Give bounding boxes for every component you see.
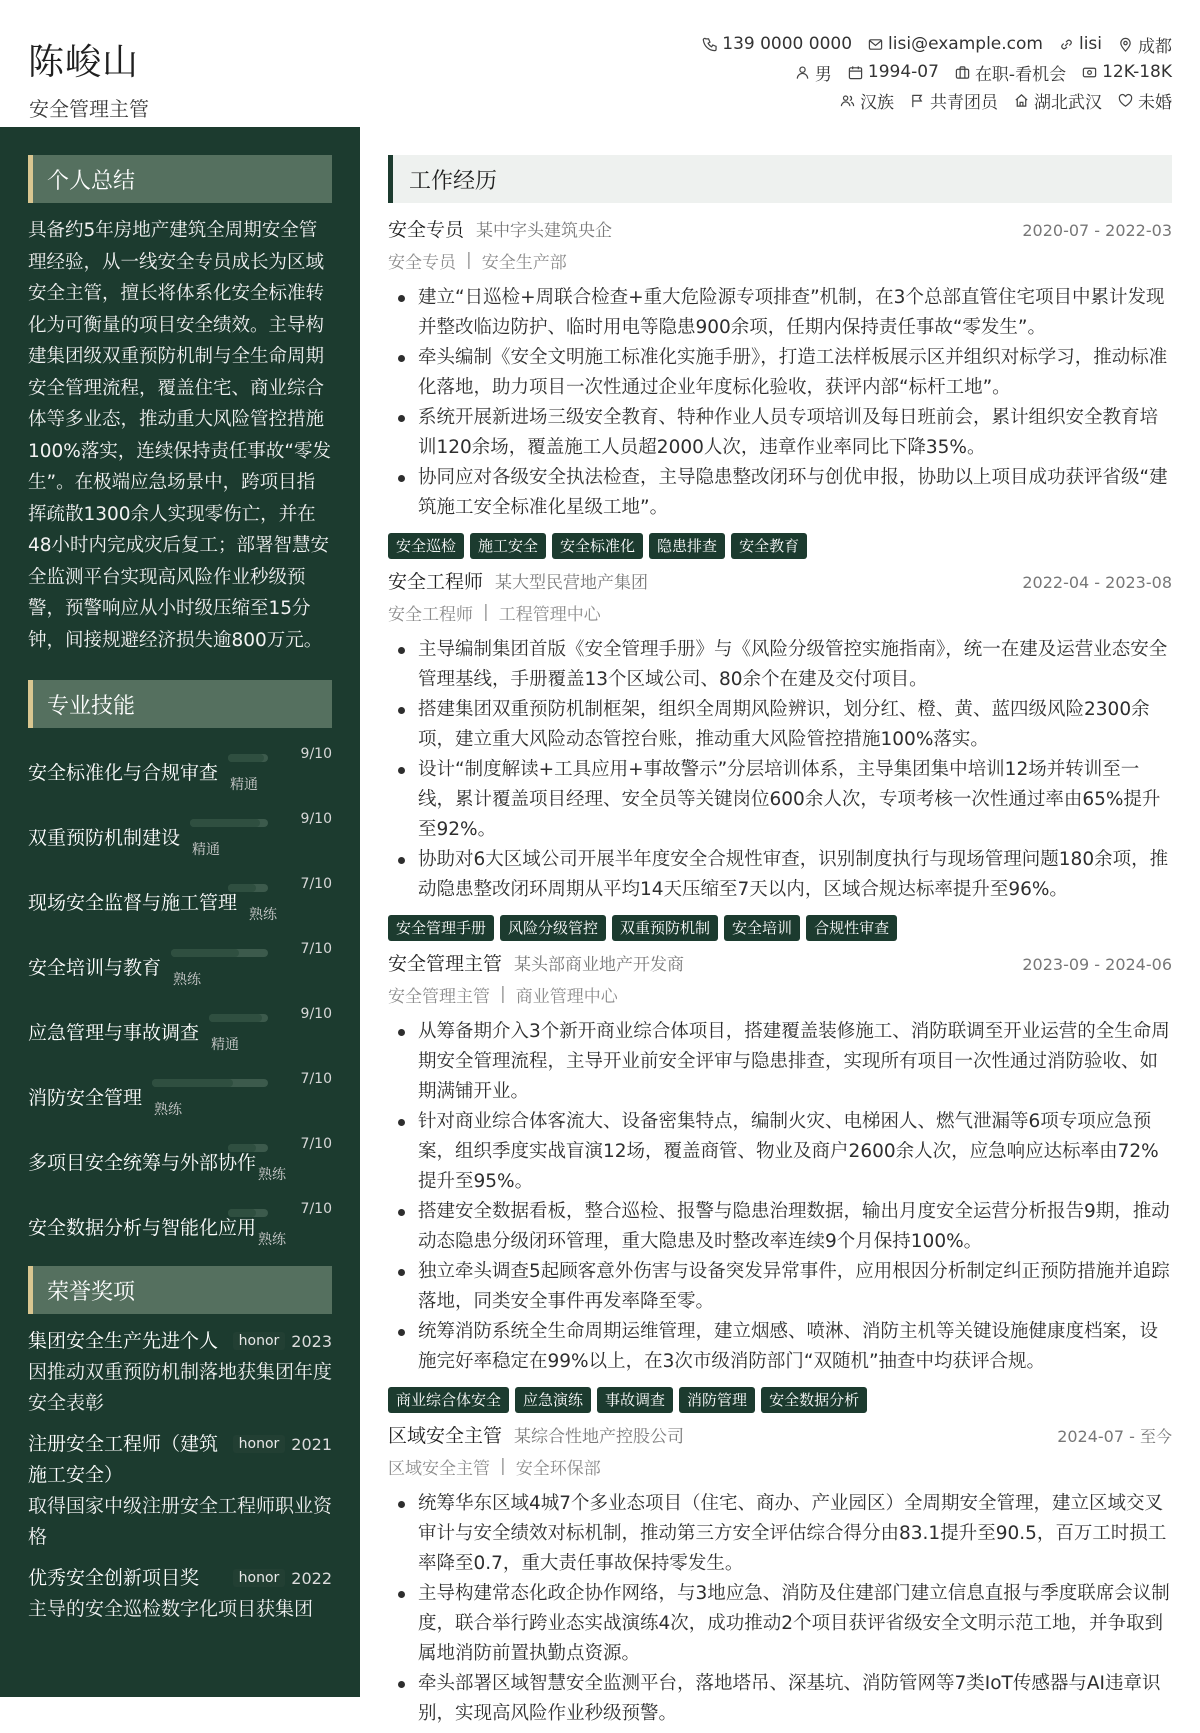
contact-text: lisi@example.com xyxy=(888,34,1043,54)
skill-level: 精通 xyxy=(230,777,259,793)
job-bullet: 建立“日巡检+周联合检查+重大危险源专项排查”机制，在3个总部直管住宅项目中累计发现并整改临边防护、临时用电等隐患900余项，任期内保持责任事故“零发生”。 xyxy=(388,283,1172,343)
honor-name: 优秀安全创新项目奖 xyxy=(28,1567,200,1589)
job-company: 某大型民营地产集团 xyxy=(495,573,649,593)
separator: | xyxy=(500,984,506,1004)
honors-section-title: 荣誉奖项 xyxy=(28,1266,332,1314)
contact-row xyxy=(532,30,1172,58)
job-bullet: 搭建安全数据看板，整合巡检、报警与隐患治理数据，输出月度安全运营分析报告9期，推动动态隐患分级闭环管理，重大隐患及时整改率连续9个月保持100%。 xyxy=(388,1197,1172,1257)
honor-tag: honor xyxy=(233,1435,286,1453)
honor-description: 因推动双重预防机制落地获集团年度安全表彰 xyxy=(28,1361,333,1414)
skill-name: 应急管理与事故调查 xyxy=(28,1022,200,1044)
skill-bar-fill xyxy=(228,1209,256,1217)
job-tags xyxy=(388,915,1172,941)
job-date: 2023-09 - 2024-06 xyxy=(1022,955,1172,974)
skill-tag: 安全教育 xyxy=(731,533,807,559)
job-list xyxy=(388,215,1172,1729)
skill-tag: 消防管理 xyxy=(679,1387,755,1413)
job-position: 安全专员 xyxy=(388,252,456,273)
job-position: 安全工程师 xyxy=(388,604,473,625)
job-entry xyxy=(388,215,1172,559)
honor-tag: honor xyxy=(233,1332,286,1350)
skill-tag: 双重预防机制 xyxy=(612,915,718,941)
phone-icon xyxy=(702,37,717,52)
job-title: 安全工程师 xyxy=(388,571,484,593)
job-tags xyxy=(388,1387,1172,1413)
contact-item xyxy=(840,88,894,113)
location-icon xyxy=(1118,37,1133,52)
skill-tag: 安全标准化 xyxy=(552,533,643,559)
job-department: 安全环保部 xyxy=(515,1458,601,1479)
contact-item xyxy=(868,34,1043,54)
job-title: 安全管理主管 xyxy=(388,953,503,975)
honor-year: 2022 xyxy=(291,1569,332,1588)
skill-level: 熟练 xyxy=(249,907,278,923)
skill-tag: 施工安全 xyxy=(470,533,546,559)
job-header xyxy=(388,1421,1172,1451)
honor-tag: honor xyxy=(233,1569,286,1587)
job-bullet: 针对商业综合体客流大、设备密集特点，编制火灾、电梯困人、燃气泄漏等6项专项应急预案，组织季度实战盲演12场，覆盖商管、物业及商户2600余人次，应急响应达标率由72%提升至95%。 xyxy=(388,1107,1172,1197)
skill-bar-fill xyxy=(190,819,260,827)
skill-tag: 安全巡检 xyxy=(388,533,464,559)
skill-bar xyxy=(228,884,268,892)
experience-section-title: 工作经历 xyxy=(388,155,1172,203)
job-title-group xyxy=(388,1421,684,1448)
skill-score: 9/10 xyxy=(300,746,332,762)
skill-score: 7/10 xyxy=(300,1071,332,1087)
summary-section-title: 个人总结 xyxy=(28,155,332,203)
skill-bar-fill xyxy=(209,1014,262,1022)
candidate-role: 安全管理主管 xyxy=(29,97,149,121)
honor-name: 集团安全生产先进个人 xyxy=(28,1330,219,1352)
job-date: 2022-04 - 2023-08 xyxy=(1022,573,1172,592)
skill-score: 9/10 xyxy=(300,1006,332,1022)
sidebar xyxy=(0,127,360,1697)
job-bullet: 主导构建常态化政企协作网络，与3地应急、消防及住建部门建立信息直报与季度联席会议制度，联合举行跨业态实战演练4次，成功推动2个项目获评省级安全文明示范工地，并争取到属地消防前置执勤点资源。 xyxy=(388,1579,1172,1669)
flag-icon xyxy=(910,93,925,108)
honor-meta xyxy=(225,1326,332,1351)
skill-name: 多项目安全统筹与外部协作 xyxy=(28,1152,257,1174)
skill-bar-fill xyxy=(152,1079,233,1087)
honor-meta xyxy=(225,1429,332,1454)
contact-item xyxy=(955,60,1066,85)
skill-bar xyxy=(171,949,268,957)
home-icon xyxy=(1014,93,1029,108)
job-bullet: 设计“制度解读+工具应用+事故警示”分层培训体系，主导集团集中培训12场并转训至一线，累计覆盖项目经理、安全员等关键岗位600余人次，专项考核一次性通过率由65%提升至92%。 xyxy=(388,755,1172,845)
job-bullet: 从筹备期介入3个新开商业综合体项目，搭建覆盖装修施工、消防联调至开业运营的全生命周期安全管理流程，主导开业前安全评审与隐患排查，实现所有项目一次性通过消防验收、如期满铺开业。 xyxy=(388,1017,1172,1107)
skill-bar xyxy=(228,1209,268,1217)
contact-text: 12K-18K xyxy=(1102,62,1172,82)
job-bullet: 牵头编制《安全文明施工标准化实施手册》，打造工法样板展示区并组织对标学习，推动标准化落地，助力项目一次性通过企业年度标化验收，获评内部“标杆工地”。 xyxy=(388,343,1172,403)
job-entry xyxy=(388,1421,1172,1729)
mail-icon xyxy=(868,37,883,52)
honors-list xyxy=(28,1326,332,1625)
contact-item xyxy=(1118,32,1172,57)
skill-bar-fill xyxy=(228,884,256,892)
contact-item xyxy=(910,88,998,113)
contact-text: 139 0000 0000 xyxy=(722,34,853,54)
job-position: 安全管理主管 xyxy=(388,986,490,1007)
skills-list xyxy=(28,740,332,1260)
contact-text: lisi xyxy=(1078,34,1102,54)
skill-score: 9/10 xyxy=(300,811,332,827)
skill-item xyxy=(28,805,332,870)
skill-bar xyxy=(152,1079,268,1087)
job-subtitle xyxy=(388,1451,1172,1481)
job-date: 2020-07 - 2022-03 xyxy=(1022,221,1172,240)
separator: | xyxy=(500,1456,506,1476)
contact-row xyxy=(532,58,1172,86)
contact-info xyxy=(532,30,1172,114)
skill-item xyxy=(28,1065,332,1130)
skill-bar xyxy=(209,1014,268,1022)
job-title-group xyxy=(388,567,648,594)
job-subtitle xyxy=(388,245,1172,275)
skill-tag: 合规性审查 xyxy=(806,915,897,941)
job-date: 2024-07 - 至今 xyxy=(1057,1427,1172,1446)
job-title: 安全专员 xyxy=(388,219,465,241)
skill-bar-fill xyxy=(171,949,239,957)
job-bullet: 协同应对各级安全执法检查，主导隐患整改闭环与创优申报，协助以上项目成功获评省级“建筑施工安全标准化星级工地”。 xyxy=(388,463,1172,523)
skill-level: 熟练 xyxy=(173,972,202,988)
skill-item xyxy=(28,870,332,935)
calendar-icon xyxy=(848,65,863,80)
job-bullets xyxy=(388,635,1172,905)
skill-tag: 安全管理手册 xyxy=(388,915,494,941)
job-department: 工程管理中心 xyxy=(498,604,601,625)
contact-text: 未婚 xyxy=(1138,92,1172,113)
skills-section-title: 专业技能 xyxy=(28,680,332,728)
job-bullets xyxy=(388,1489,1172,1729)
job-title-group xyxy=(388,949,684,976)
skill-name: 现场安全监督与施工管理 xyxy=(28,892,238,914)
job-department: 安全生产部 xyxy=(481,252,567,273)
user-icon xyxy=(795,65,810,80)
job-company: 某综合性地产控股公司 xyxy=(514,1427,685,1447)
skill-tag: 隐患排查 xyxy=(649,533,725,559)
skill-name: 安全培训与教育 xyxy=(28,957,162,979)
contact-row xyxy=(532,86,1172,114)
skill-tag: 安全培训 xyxy=(724,915,800,941)
skill-item xyxy=(28,935,332,1000)
candidate-name: 陈峻山 xyxy=(28,42,140,83)
contact-text: 男 xyxy=(814,64,832,85)
job-bullet: 系统开展新进场三级安全教育、特种作业人员专项培训及每日班前会，累计组织安全教育培训120余场，覆盖施工人员超2000人次，违章作业率同比下降35%。 xyxy=(388,403,1172,463)
job-header xyxy=(388,949,1172,979)
heart-icon xyxy=(1118,93,1133,108)
job-bullet: 统筹消防系统全生命周期运维管理，建立烟感、喷淋、消防主机等关键设施健康度档案，设施完好率稳定在99%以上，在3次市级消防部门“双随机”抽查中均获评合规。 xyxy=(388,1317,1172,1377)
skill-bar xyxy=(228,754,268,762)
honor-description: 主导的安全巡检数字化项目获集团 xyxy=(28,1598,314,1620)
contact-item xyxy=(702,34,852,54)
skill-bar xyxy=(190,819,268,827)
job-bullet: 搭建集团双重预防机制框架，组织全周期风险辨识，划分红、橙、黄、蓝四级风险2300余项，建立重大风险动态管控台账，推动重大风险管控措施100%落实。 xyxy=(388,695,1172,755)
job-subtitle xyxy=(388,597,1172,627)
job-title-group xyxy=(388,215,612,242)
skill-level: 熟练 xyxy=(258,1167,286,1183)
job-company: 某头部商业地产开发商 xyxy=(514,955,685,975)
contact-text: 成都 xyxy=(1138,36,1172,57)
skill-item xyxy=(28,1130,332,1195)
skill-tag: 应急演练 xyxy=(515,1387,591,1413)
separator: | xyxy=(466,250,472,270)
skill-name: 消防安全管理 xyxy=(28,1087,143,1109)
skill-bar-fill xyxy=(228,754,264,762)
skill-level: 熟练 xyxy=(258,1232,286,1248)
job-bullet: 统筹华东区域4城7个多业态项目（住宅、商办、产业园区）全周期安全管理，建立区域交叉审计与安全绩效对标机制，推动第三方安全评估综合得分由83.1提升至90.5，百万工时损工率降至0.7，重大责任事故保持零发生。 xyxy=(388,1489,1172,1579)
link-icon xyxy=(1059,37,1074,52)
skill-score: 7/10 xyxy=(300,1136,332,1152)
skill-tag: 风险分级管控 xyxy=(500,915,606,941)
job-title: 区域安全主管 xyxy=(388,1425,503,1447)
skill-bar-fill xyxy=(228,1144,256,1152)
contact-item xyxy=(1014,88,1102,113)
job-bullet: 独立牵头调查5起顾客意外伤害与设备突发异常事件，应用根因分析制定纠正预防措施并追踪落地，同类安全事件再发率降至零。 xyxy=(388,1257,1172,1317)
contact-item xyxy=(795,60,832,85)
contact-text: 汉族 xyxy=(860,92,894,113)
honor-meta xyxy=(225,1563,332,1588)
contact-text: 在职-看机会 xyxy=(974,64,1067,85)
skill-score: 7/10 xyxy=(300,1201,332,1217)
job-department: 商业管理中心 xyxy=(515,986,618,1007)
money-icon xyxy=(1082,65,1097,80)
honor-row xyxy=(28,1326,332,1357)
skill-name: 安全标准化与合规审查 xyxy=(28,762,219,784)
honor-name: 注册安全工程师（建筑施工安全） xyxy=(28,1433,219,1486)
people-icon xyxy=(840,93,855,108)
contact-item xyxy=(1118,88,1172,113)
job-bullets xyxy=(388,1017,1172,1377)
skill-item xyxy=(28,740,332,805)
skill-name: 安全数据分析与智能化应用 xyxy=(28,1217,257,1239)
job-header xyxy=(388,215,1172,245)
honor-year: 2021 xyxy=(291,1435,332,1454)
skill-bar xyxy=(228,1144,268,1152)
contact-item xyxy=(848,62,939,82)
separator: | xyxy=(483,602,489,622)
job-entry xyxy=(388,949,1172,1413)
skill-tag: 安全数据分析 xyxy=(761,1387,867,1413)
main-content xyxy=(388,155,1172,1733)
summary-text: 具备约5年房地产建筑全周期安全管理经验，从一线安全专员成长为区域安全主管，擅长将体系化安全标准转化为可衡量的项目安全绩效。主导构建集团级双重预防机制与全生命周期安全管理流程，覆盖住宅、商业综合体等多业态，推动重大风险管控措施100%落实，连续保持责任事故“零发生”。在极端应急场景中，跨项目指挥疏散1300余人实现零伤亡，并在48小时内完成灾后复工；部署智慧安全监测平台实现高风险作业秒级预警，预警响应从小时级压缩至15分钟，间接规避经济损失逾800万元。 xyxy=(28,220,331,651)
job-bullet: 协助对6大区域公司开展半年度安全合规性审查，识别制度执行与现场管理问题180余项，推动隐患整改闭环周期从平均14天压缩至7天以内，区域合规达标率提升至96%。 xyxy=(388,845,1172,905)
skill-level: 精通 xyxy=(192,842,221,858)
job-entry xyxy=(388,567,1172,941)
skill-tag: 商业综合体安全 xyxy=(388,1387,509,1413)
skill-name: 双重预防机制建设 xyxy=(28,827,181,849)
honor-description: 取得国家中级注册安全工程师职业资格 xyxy=(28,1495,333,1548)
briefcase-icon xyxy=(955,65,970,80)
skill-level: 熟练 xyxy=(154,1102,183,1118)
job-bullets xyxy=(388,283,1172,523)
skill-level: 精通 xyxy=(211,1037,240,1053)
skill-tag: 事故调查 xyxy=(597,1387,673,1413)
contact-text: 湖北武汉 xyxy=(1034,92,1102,113)
job-tags xyxy=(388,533,1172,559)
job-bullet: 主导编制集团首版《安全管理手册》与《风险分级管控实施指南》，统一在建及运营业态安全管理基线，手册覆盖13个区域公司、80余个在建及交付项目。 xyxy=(388,635,1172,695)
honor-row xyxy=(28,1429,332,1491)
job-bullet: 牵头部署区域智慧安全监测平台，落地塔吊、深基坑、消防管网等7类IoT传感器与AI违章识别，实现高风险作业秒级预警。 xyxy=(388,1669,1172,1729)
honor-year: 2023 xyxy=(291,1332,332,1351)
skill-item xyxy=(28,1000,332,1065)
contact-text: 共青团员 xyxy=(930,92,998,113)
contact-text: 1994-07 xyxy=(867,62,939,82)
job-subtitle xyxy=(388,979,1172,1009)
job-header xyxy=(388,567,1172,597)
skill-score: 7/10 xyxy=(300,876,332,892)
contact-item xyxy=(1082,62,1172,82)
skill-score: 7/10 xyxy=(300,941,332,957)
job-position: 区域安全主管 xyxy=(388,1458,490,1479)
job-company: 某中字头建筑央企 xyxy=(476,221,613,241)
skill-item xyxy=(28,1195,332,1260)
honor-row xyxy=(28,1563,332,1594)
contact-item xyxy=(1059,34,1102,54)
